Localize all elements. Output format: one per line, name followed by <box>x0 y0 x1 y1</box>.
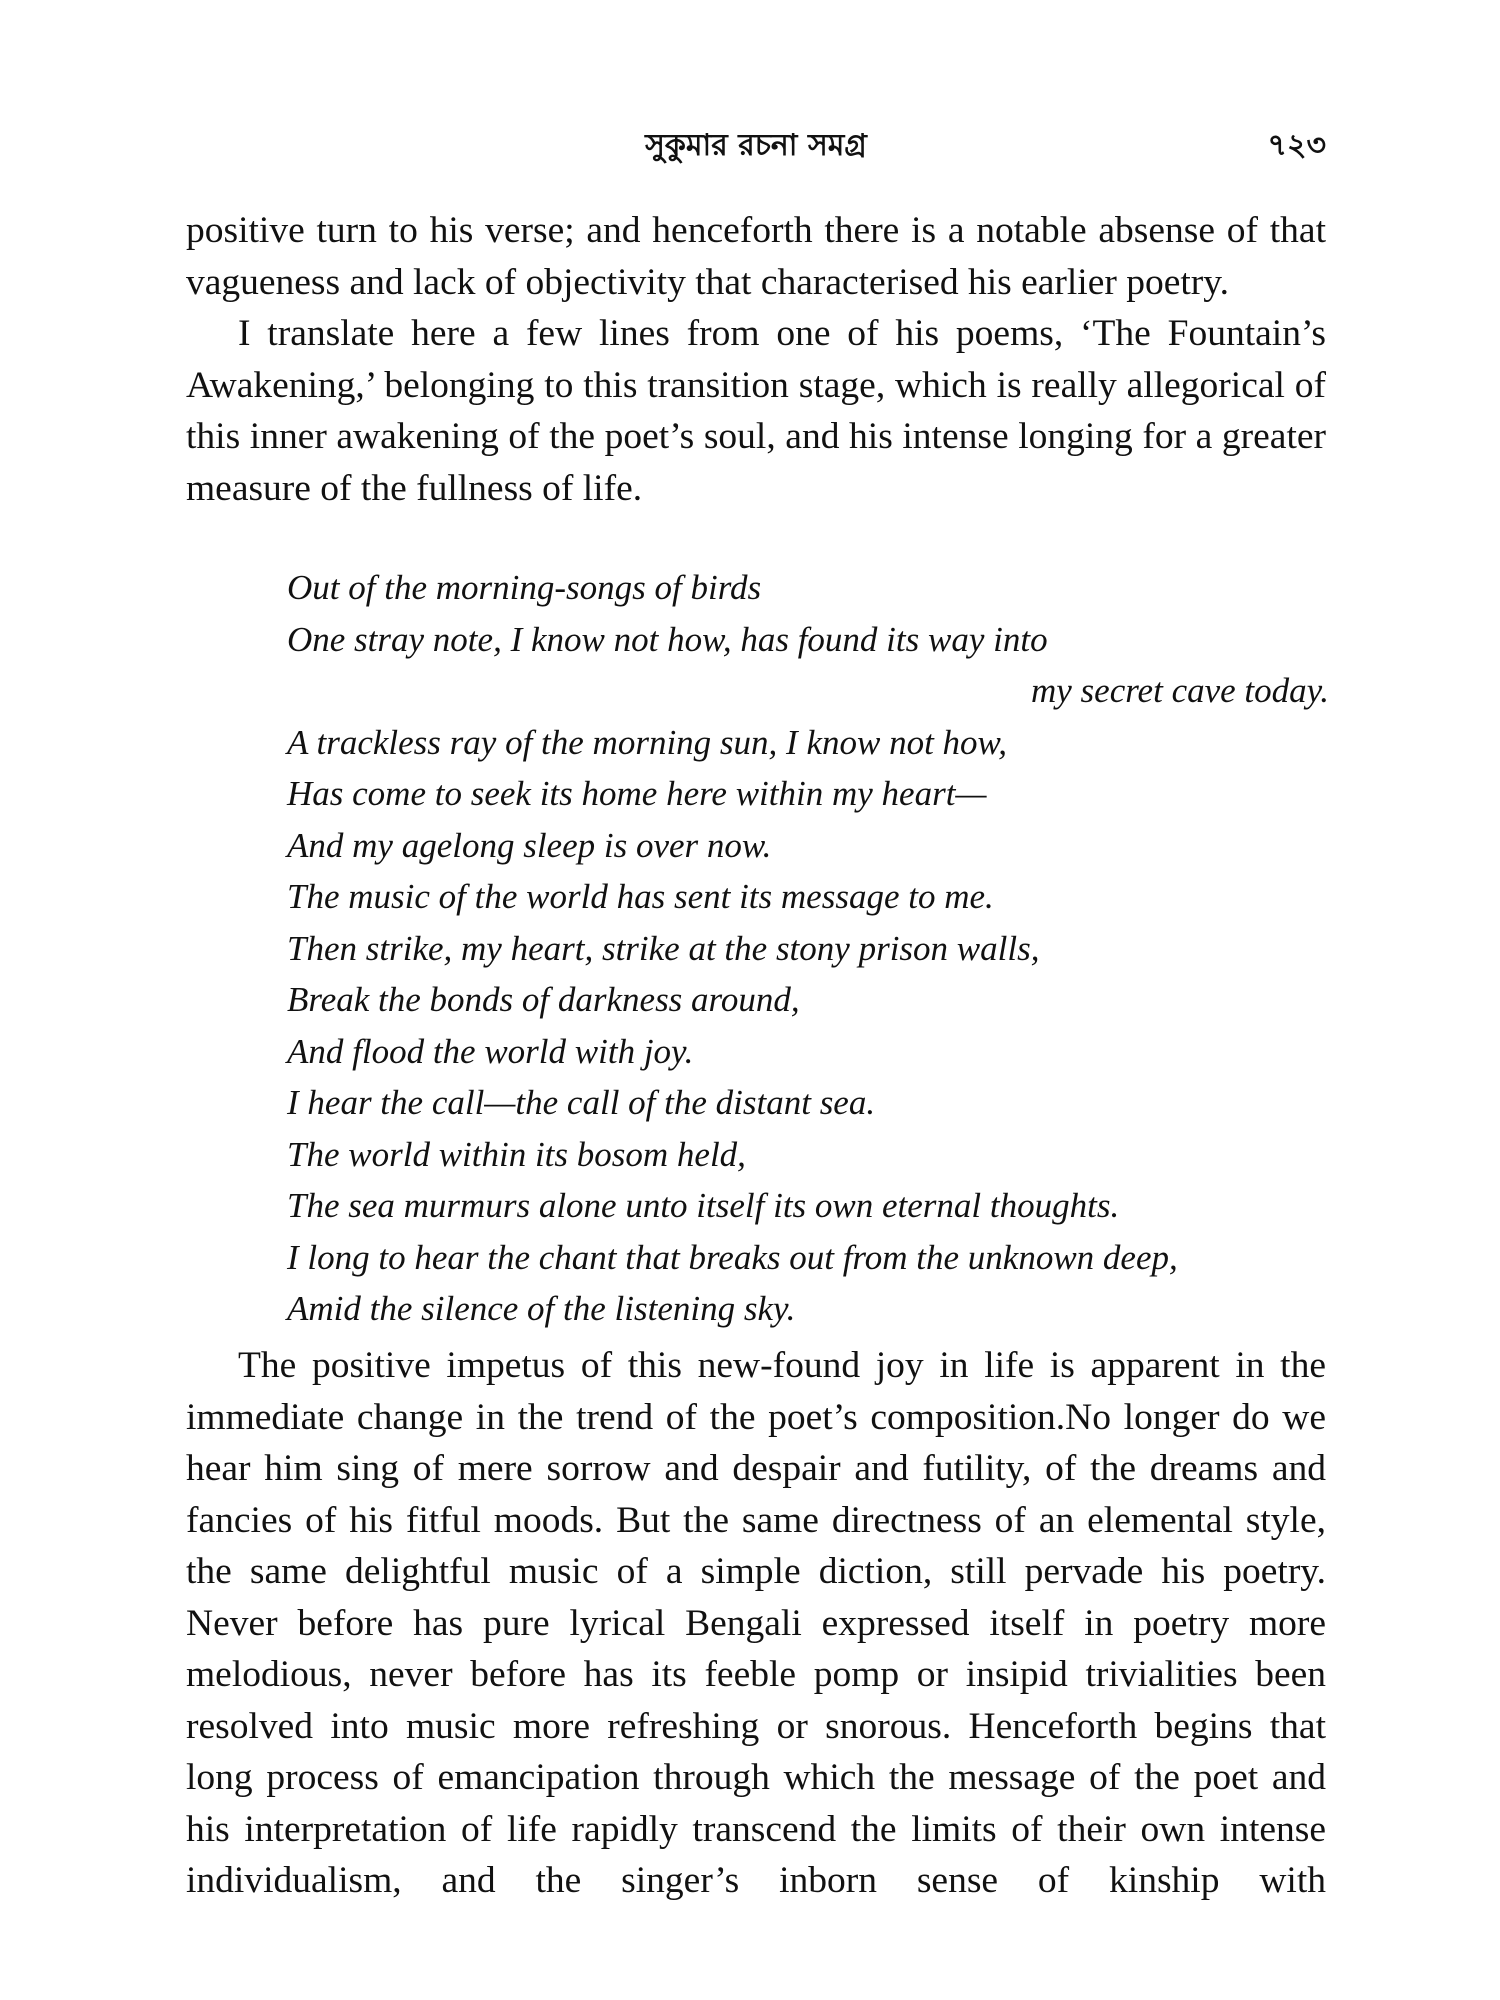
poem-line: Has come to seek its home here within my heart— <box>287 774 987 813</box>
poem-line: I hear the call—the call of the distant sea. <box>287 1083 876 1122</box>
paragraph-2: I translate here a few lines from one of his poems, ‘The Fountain’s Awakening,’ belonging to this transition stage, which is really allegorical of this inner awakening of the poet’s soul, and his intense longing for a greater measure of the fullness of life. <box>186 313 1326 509</box>
poem-line-continuation: my secret cave today. <box>1030 671 1329 710</box>
poem-line: The music of the world has sent its message to me. <box>287 877 994 916</box>
poem-line: One stray note, I know not how, has found its way into <box>287 619 1048 659</box>
page-number: ৭২৩ <box>1267 128 1326 163</box>
poem-line: I long to hear the chant that breaks out from the unknown deep, <box>287 1237 1178 1277</box>
poem-line: Break the bonds of darkness around, <box>287 980 800 1019</box>
poem-line: A trackless ray of the morning sun, I know not how, <box>287 722 1008 762</box>
poem-line: Then strike, my heart, strike at the stony prison walls, <box>287 928 1040 968</box>
book-title: সুকুমার রচনা সমগ্র <box>645 128 867 163</box>
running-head <box>186 120 1326 172</box>
poem-line: And my agelong sleep is over now. <box>287 825 772 865</box>
paragraph-1: positive turn to his verse; and henceforth there is a notable absense of that vagueness and lack of objectivity that characterised his earlier poetry. <box>186 210 1326 303</box>
intro-text <box>186 205 1326 514</box>
poem-line: Amid the silence of the listening sky. <box>287 1289 796 1328</box>
poem-line: Out of the morning-songs of birds <box>287 568 762 607</box>
poem-line: The world within its bosom held, <box>287 1134 746 1174</box>
poem-line: The sea murmurs alone unto itself its own eternal thoughts. <box>287 1186 1120 1225</box>
paragraph-3: The positive impetus of this new-found joy in life is apparent in the immediate change in the trend of the poet’s composition.No longer do we hear him sing of mere sorrow and despair and futility, of the dreams and fancies of his fitful moods. But the same directness of an elemental style, the same delightful music of a simple diction, still pervade his poetry. Never before has pure lyrical Bengali expressed itself in poetry more melodious, never before has its feeble pomp or insipid trivialities been resolved into music more refreshing or snorous. Henceforth begins that long process of emancipation through which the message of the poet and his interpretation of life rapidly transcend the limits of their own intense individualism, and the singer’s inborn sense of kinship with <box>186 1345 1326 1901</box>
poem-line: And flood the world with joy. <box>287 1031 694 1071</box>
closing-text <box>186 1340 1326 1907</box>
poem-translation <box>287 562 1329 1335</box>
